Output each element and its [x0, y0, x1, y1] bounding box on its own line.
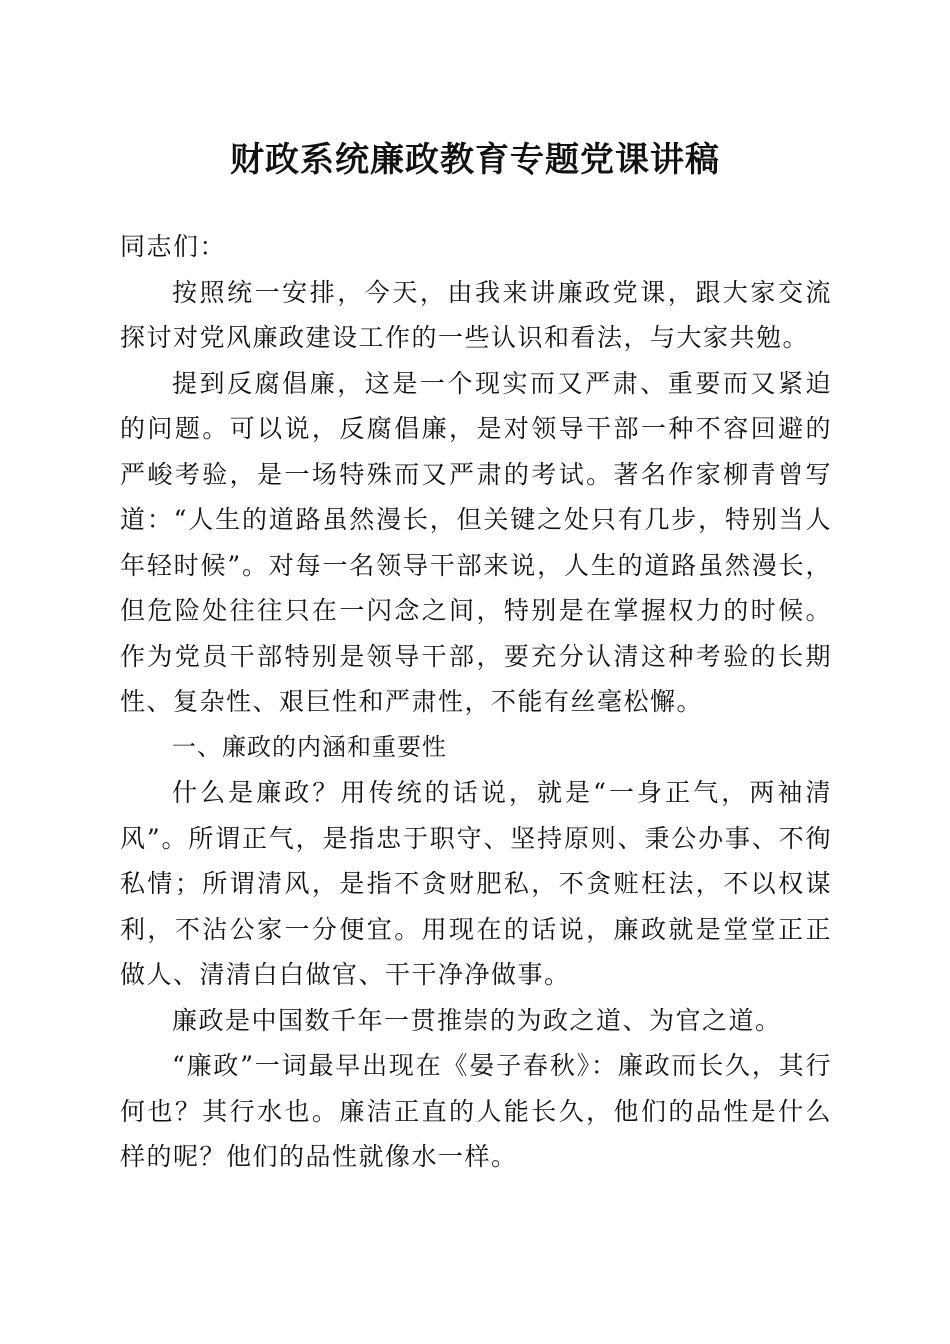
- document-body: [120, 224, 832, 1180]
- section-heading: 一、廉政的内涵和重要性: [172, 732, 447, 761]
- paragraph-definition: 什么是廉政？用传统的话说，就是“一身正气，两袖清风”。所谓正气，是指忠于职守、坚持原则、秉公办事、不徇私情；所谓清风，是指不贪财肥私，不贪赃枉法，不以权谋利，不沾公家一分便宜。用现在的话说，廉政就是堂堂正正做人、清清白白做官、干干净净做事。: [120, 778, 832, 989]
- paragraph-tradition: 廉政是中国数千年一贯推崇的为政之道、为官之道。: [172, 1005, 782, 1035]
- paragraph-intro: 按照统一安排，今天，由我来讲廉政党课，跟大家交流探讨对党风廉政建设工作的一些认识和看法，与大家共勉。: [120, 277, 832, 352]
- document-title: 财政系统廉政教育专题党课讲稿: [230, 140, 720, 180]
- paragraph-origin: “廉政”一词最早出现在《晏子春秋》：廉政而长久，其行何也？其行水也。廉洁正直的人能长久，他们的品性是什么样的呢？他们的品性就像水一样。: [120, 1051, 832, 1171]
- paragraph-anticorruption: 提到反腐倡廉，这是一个现实而又严肃、重要而又紧迫的问题。可以说，反腐倡廉，是对领导干部一种不容回避的严峻考验，是一场特殊而又严肃的考试。著名作家柳青曾写道：“人生的道路虽然漫长，但关键之处只有几步，特别当人年轻时候”。对每一名领导干部来说，人生的道路虽然漫长，但危险处往往只在一闪念之间，特别是在掌握权力的时候。作为党员干部特别是领导干部，要充分认清这种考验的长期性、复杂性、艰巨性和严肃性，不能有丝毫松懈。: [120, 368, 832, 716]
- salutation: 同志们：: [120, 232, 227, 261]
